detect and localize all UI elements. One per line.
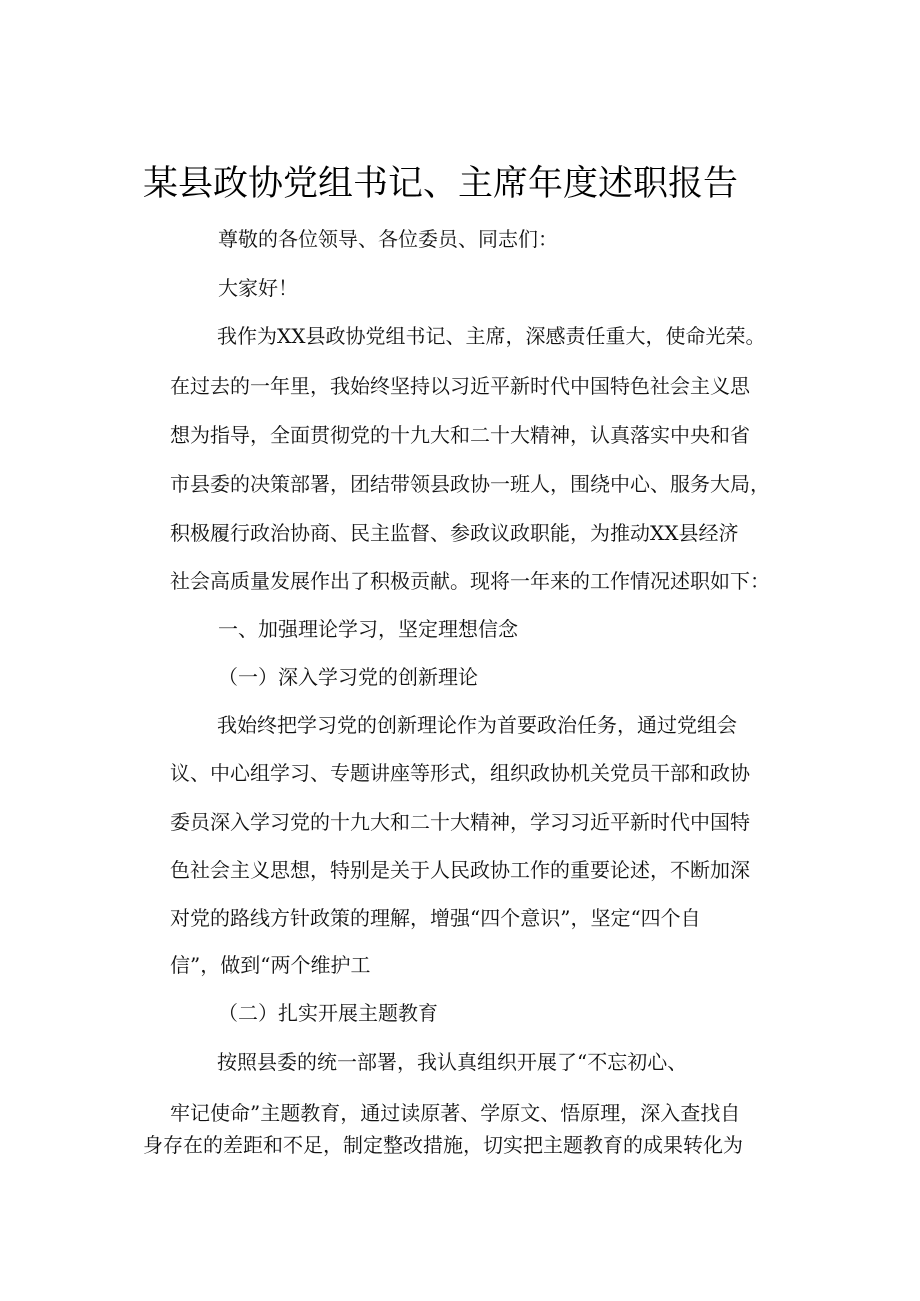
paragraph-line: 在过去的一年里，我始终坚持以习近平新时代中国特色社会主义思	[170, 374, 750, 398]
paragraph-line: 按照县委的统一部署，我认真组织开展了“不忘初心、	[217, 1050, 688, 1074]
paragraph-line: 对党的路线方针政策的理解，增强“四个意识”，坚定“四个自	[170, 906, 701, 930]
document-title: 某县政协党组书记、主席年度述职报告	[143, 164, 739, 204]
paragraph-line: 委员深入学习党的十九大和二十大精神，学习习近平新时代中国特	[170, 810, 750, 834]
paragraph-line: 信”，做到“两个维护工	[170, 953, 371, 977]
subsection-heading: （二）扎实开展主题教育	[218, 1001, 438, 1025]
paragraph-line: 市县委的决策部署，团结带领县政协一班人，围绕中心、服务大局，	[170, 472, 770, 496]
paragraph-line: 我作为XX县政协党组书记、主席，深感责任重大，使命光荣。	[217, 324, 766, 348]
paragraph-line: 想为指导，全面贯彻党的十九大和二十大精神，认真落实中央和省	[170, 423, 750, 447]
subsection-heading: （一）深入学习党的创新理论	[218, 665, 478, 689]
paragraph-line: 身存在的差距和不足，制定整改措施，切实把主题教育的成果转化为	[143, 1133, 743, 1157]
paragraph-line: 社会高质量发展作出了积极贡献。现将一年来的工作情况述职如下：	[170, 569, 770, 593]
greeting: 大家好！	[218, 276, 298, 300]
paragraph-line: 我始终把学习党的创新理论作为首要政治任务，通过党组会	[217, 713, 737, 737]
paragraph-line: 积极履行政治协商、民主监督、参政议政职能，为推动XX县经济	[170, 521, 739, 545]
section-heading: 一、加强理论学习，坚定理想信念	[218, 617, 518, 641]
salutation: 尊敬的各位领导、各位委员、同志们：	[218, 227, 558, 251]
paragraph-line: 议、中心组学习、专题讲座等形式，组织政协机关党员干部和政协	[170, 761, 750, 785]
paragraph-line: 牢记使命”主题教育，通过读原著、学原文、悟原理，深入查找自	[170, 1101, 741, 1125]
paragraph-line: 色社会主义思想，特别是关于人民政协工作的重要论述，不断加深	[170, 858, 750, 882]
